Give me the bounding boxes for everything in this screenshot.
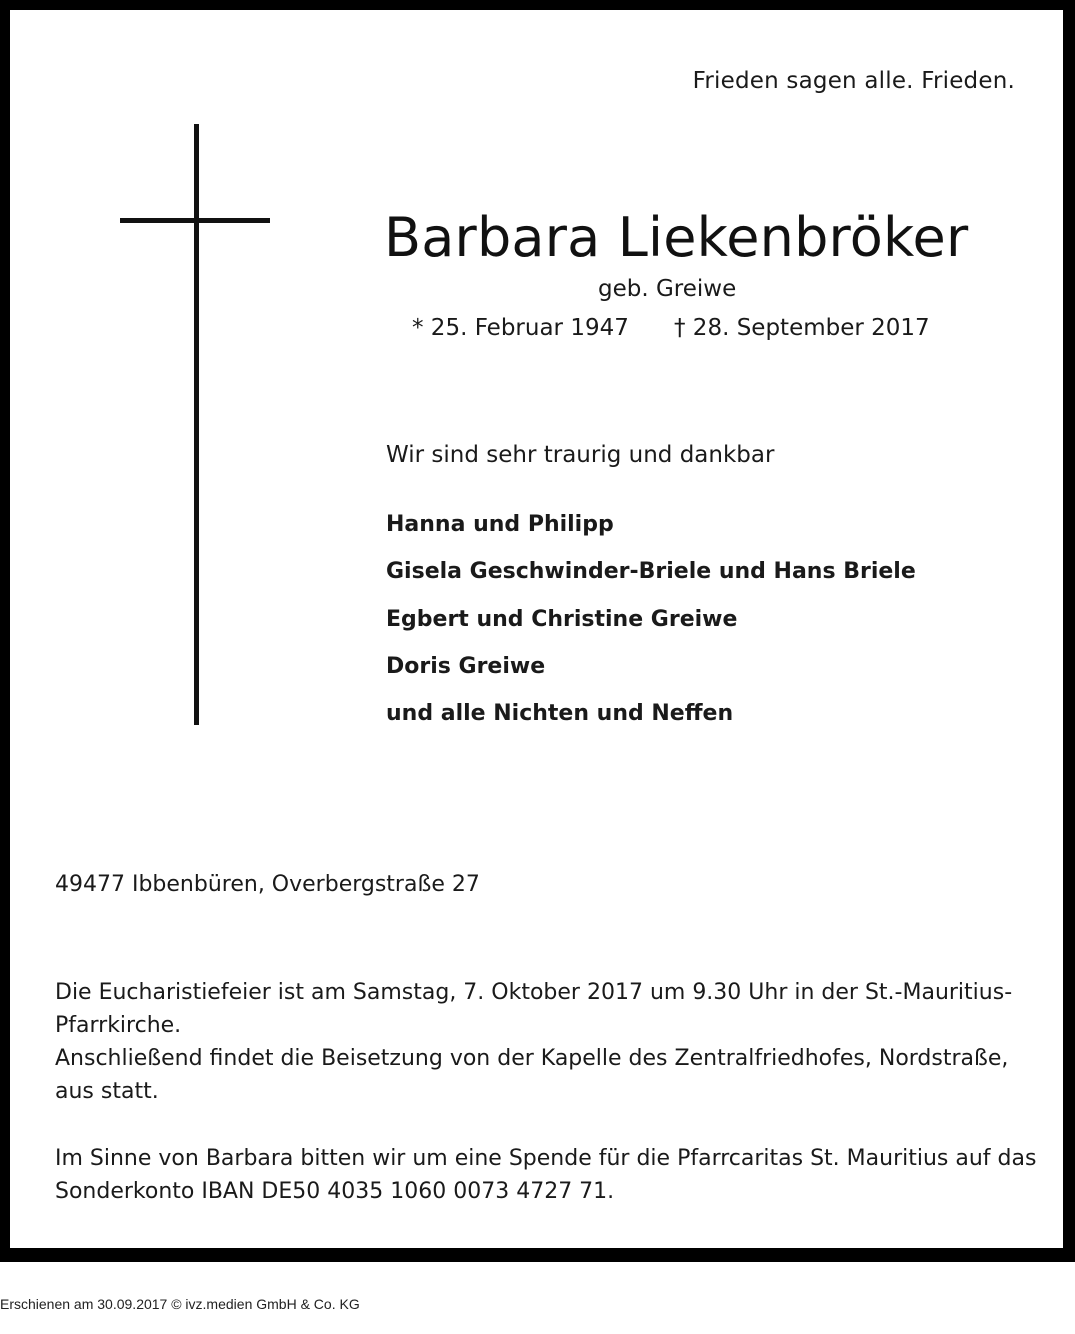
mourner-name: und alle Nichten und Neffen <box>386 701 734 727</box>
obituary-notice <box>10 10 1063 1248</box>
death-date: † 28. September 2017 <box>674 315 930 341</box>
mourner-name: Egbert und Christine Greiwe <box>386 606 738 632</box>
donation-line: Sonderkonto IBAN DE50 4035 1060 0073 4727 71. <box>55 1179 615 1204</box>
service-paragraph <box>55 976 1020 1108</box>
motto-text: Frieden sagen alle. Frieden. <box>692 68 1015 94</box>
service-line: aus statt. <box>55 1079 159 1104</box>
mourner-name: Hanna und Philipp <box>386 512 614 537</box>
mourner-name: Doris Greiwe <box>386 653 546 679</box>
service-line: Anschließend findet die Beisetzung von der Kapelle des Zentralfriedhofes, Nordstraße, <box>55 1046 1009 1071</box>
mourner-name: Gisela Geschwinder-Briele und Hans Briele <box>386 559 916 585</box>
deceased-name: Barbara Liekenbröker <box>384 206 969 269</box>
family-address: 49477 Ibbenbüren, Overbergstraße 27 <box>55 872 480 897</box>
intro-text: Wir sind sehr traurig und dankbar <box>386 442 775 468</box>
cross-icon-horizontal-bar <box>120 218 270 223</box>
birth-date: * 25. Februar 1947 <box>412 315 629 341</box>
donation-paragraph <box>55 1142 1037 1208</box>
cross-icon-vertical-bar <box>194 124 199 725</box>
donation-line: Im Sinne von Barbara bitten wir um eine Spende für die Pfarrcaritas St. Mauritius auf das <box>55 1146 1037 1171</box>
mourners-list <box>386 508 916 744</box>
publication-footer: Erschienen am 30.09.2017 © ivz.medien GmbH & Co. KG <box>0 1296 360 1312</box>
service-line: Pfarrkirche. <box>55 1013 182 1038</box>
birth-name: geb. Greiwe <box>598 276 737 302</box>
service-line: Die Eucharistiefeier ist am Samstag, 7. Oktober 2017 um 9.30 Uhr in der St.-Mauritius- <box>55 980 1013 1005</box>
